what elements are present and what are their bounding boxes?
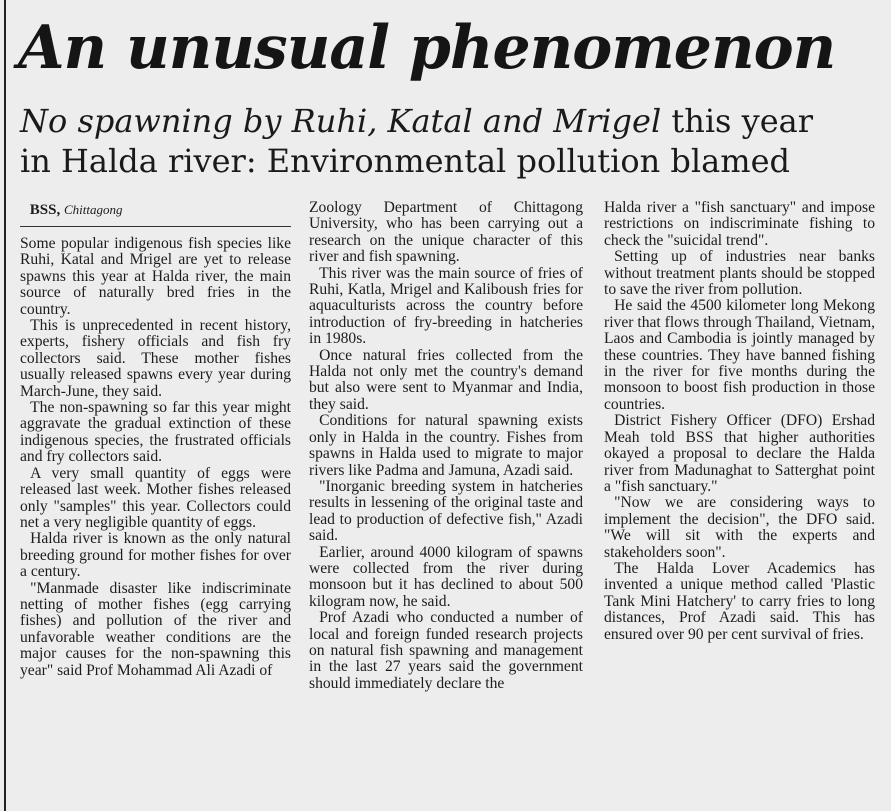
paragraph: Conditions for natural spawning exists only in Halda in the country. Fishes from spawns in Halda used to migrate to major rivers like Padma and Jamuna, Azadi said.: [309, 412, 583, 479]
subheadline-italic: No spawning by Ruhi, Katal and Mrigel: [20, 102, 662, 140]
paragraph: This is unprecedented in recent history, experts, fishery officials and fish fry collectors said. These mother fishes usually released spawns every year during March-June, they said.: [20, 317, 291, 400]
column-rule: [4, 0, 6, 811]
subheadline-rest: this year: [661, 102, 814, 140]
subheadline-line2: in Halda river: Environmental pollution blamed: [20, 142, 790, 180]
paragraph: "Now we are considering ways to implement the decision", the DFO said. "We will sit with the experts and stakeholders soon".: [604, 494, 875, 561]
byline-agency: BSS,: [29, 202, 61, 218]
paragraph: The non-spawning so far this year might aggravate the gradual extinction of these indigenous species, the frustrated officials and fry collectors said.: [20, 399, 291, 466]
paragraph: He said the 4500 kilometer long Mekong river that flows through Thailand, Vietnam, Laos and Cambodia is jointly managed by these countries. They have banned fishing in the river for five months during the monsoon to boost fish production in those countries.: [604, 297, 875, 413]
paragraph: Setting up of industries near banks without treatment plants should be stopped to save the river from pollution.: [604, 248, 875, 299]
byline: [20, 200, 291, 220]
paragraph: "Inorganic breeding system in hatcheries results in lessening of the original taste and lead to production of defective fish," Azadi said.: [309, 477, 583, 545]
paragraph: Halda river a "fish sanctuary" and impose restrictions on indiscriminate fishing to check the "suicidal trend".: [604, 199, 875, 249]
article-column-2: [309, 200, 583, 692]
article-column-3: [604, 200, 875, 643]
paragraph: Earlier, around 4000 kilogram of spawns were collected from the river during monsoon but it has declined to about 500 kilogram now, he said.: [309, 543, 583, 610]
paragraph: The Halda Lover Academics has invented a unique method called 'Plastic Tank Mini Hatchery' to carry fries to long distances, Prof Azadi said. This has ensured over 90 per cent survival of fries.: [604, 559, 875, 643]
byline-place: Chittagong: [63, 202, 123, 217]
paragraph: Prof Azadi who conducted a number of local and foreign funded research projects on natural fish spawning and management in the last 27 years said the government should immediately declare the: [309, 609, 583, 692]
paragraph: District Fishery Officer (DFO) Ershad Meah told BSS that higher authorities okayed a proposal to declare the Halda river from Madunaghat to Satterghat point a "fish sanctuary.": [604, 412, 875, 495]
paragraph: Halda river is known as the only natural breeding ground for mother fishes for over a century.: [20, 530, 291, 581]
headline: An unusual phenomenon: [18, 13, 836, 83]
paragraph: Once natural fries collected from the Halda not only met the country's demand but also were sent to Myanmar and India, they said.: [309, 346, 583, 413]
paragraph: This river was the main source of fries of Ruhi, Katla, Mrigel and Kaliboush fries for aquaculturists across the country before introduction of fry-breeding in hatcheries in 1980s.: [309, 264, 583, 348]
paragraph: "Manmade disaster like indiscriminate netting of mother fishes (egg carrying fishes) and pollution of the river and unfavorable weather conditions are the major causes for the non-spawning this year" said Prof Mohammad Ali Azadi of: [20, 579, 291, 679]
article-column-1: [20, 200, 291, 679]
paragraph: A very small quantity of eggs were released last week. Mother fishes released only "samples" this year. Collectors could net a very negligible quantity of eggs.: [20, 464, 291, 531]
paragraph: Zoology Department of Chittagong University, who has been carrying out a research on the unique character of this river and fish spawning.: [309, 199, 583, 266]
paragraph: Some popular indigenous fish species like Ruhi, Katal and Mrigel are yet to release spawns this year at Halda river, the main source of naturally bred fries in the country.: [20, 235, 291, 318]
byline-divider: [20, 226, 291, 227]
subheadline: [20, 101, 880, 181]
